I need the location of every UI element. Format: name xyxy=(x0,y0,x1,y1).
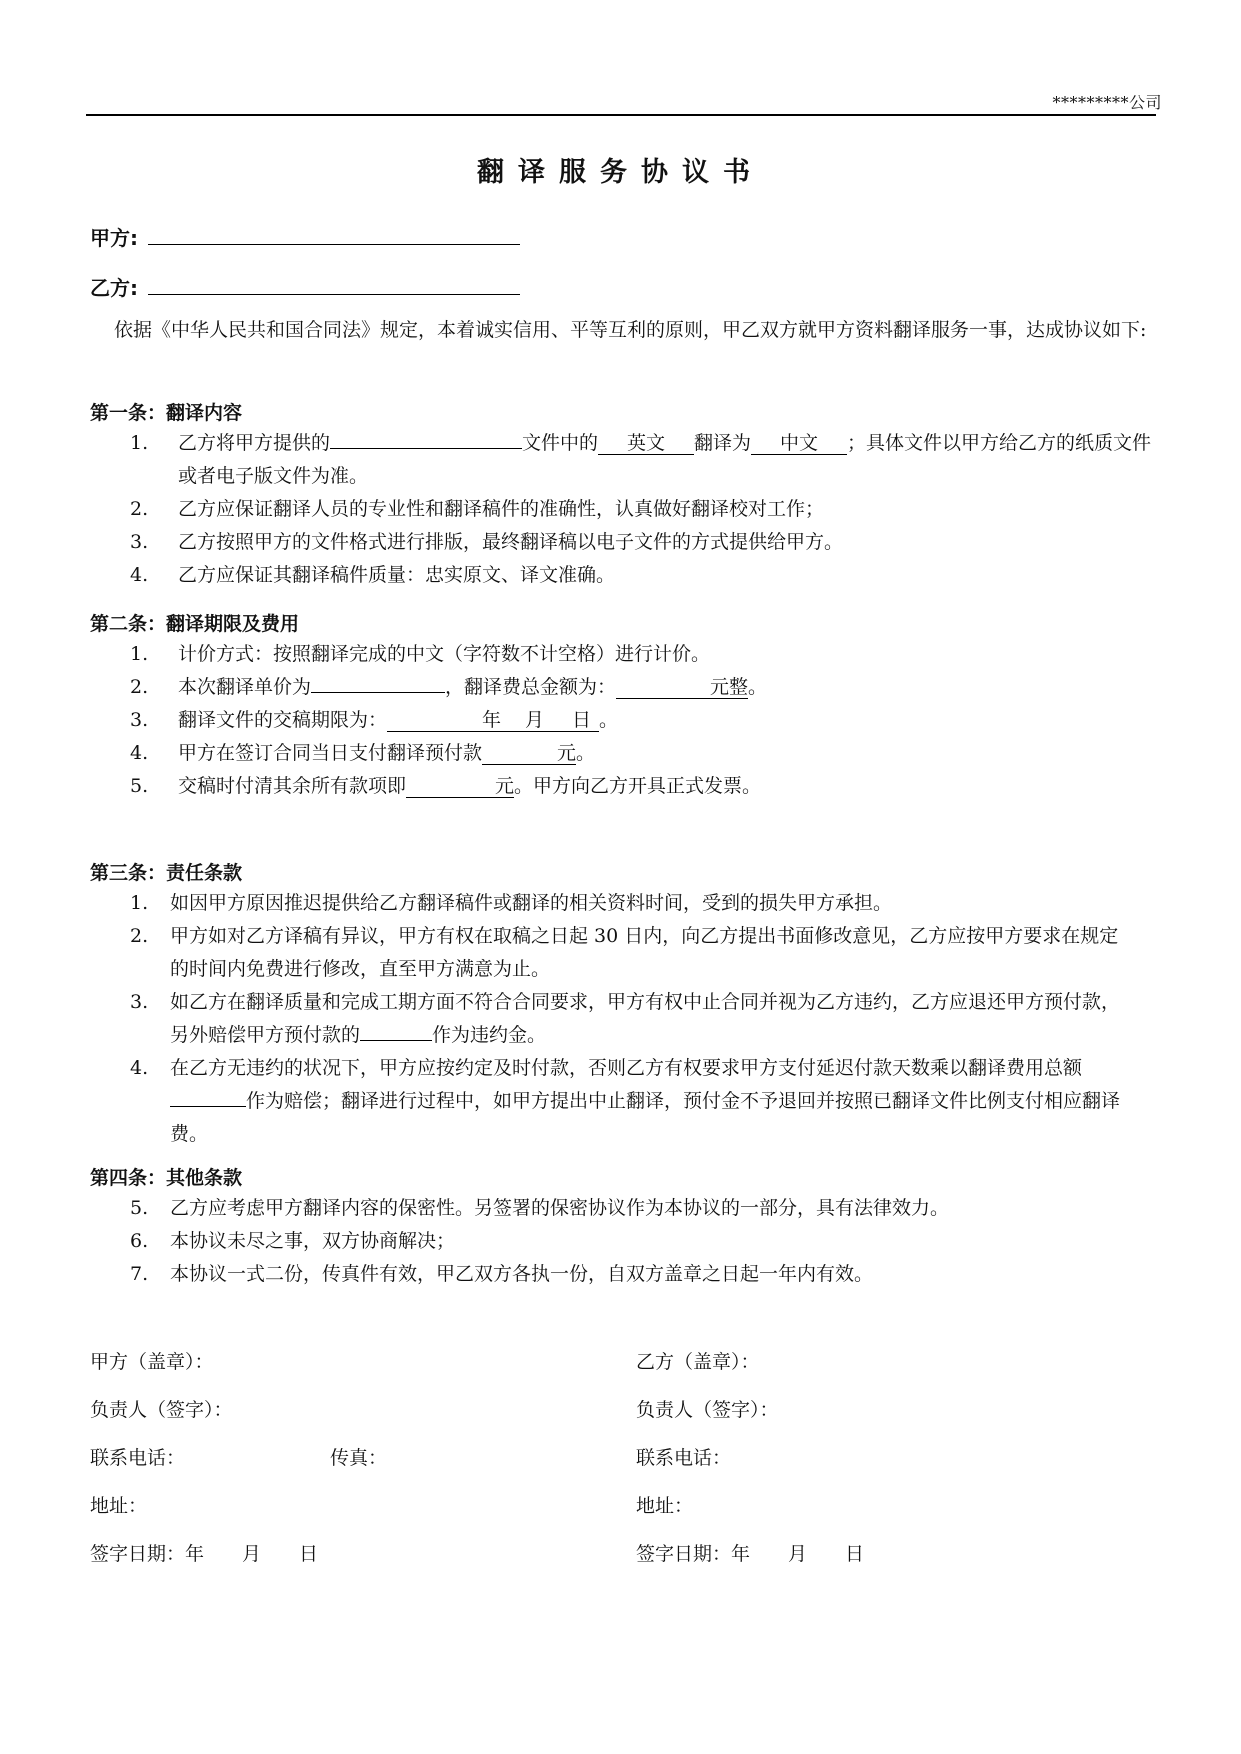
text-segment: 在乙方无违约的状况下，甲方应按约定及时付款，否则乙方有权要求甲方支付延迟付款天数乘以翻译费用总额 xyxy=(170,1057,1083,1079)
party-a-signer-label: 负责人（签字）： xyxy=(90,1399,233,1421)
document-title: 翻译服务协议书 xyxy=(477,157,764,188)
article2-item5 xyxy=(130,770,1160,803)
article2-item1 xyxy=(130,638,1160,671)
article3-heading: 第三条：责任条款 xyxy=(90,862,243,884)
text-segment: 作为赔偿；翻译进行过程中，如甲方提出中止翻译，预付金不予退回并按照已翻译文件比例支付相应翻译费。 xyxy=(170,1090,1121,1145)
party-b-line xyxy=(90,272,520,301)
text-segment: ；具体文件以甲方给乙方的纸质文件或者电子版文件为准。 xyxy=(178,432,1152,487)
item-number: 5. xyxy=(130,775,149,797)
item-text xyxy=(178,671,1160,704)
party-b-date-label: 签字日期：年 月 日 xyxy=(636,1543,865,1565)
text-segment: ，翻译费总金额为： xyxy=(445,676,617,698)
text-segment: 。 xyxy=(576,742,596,764)
party-a-label: 甲方: xyxy=(90,226,138,250)
currency-unit: 元 xyxy=(495,775,515,797)
party-b-address-label: 地址： xyxy=(636,1495,694,1517)
target-language: 中文 xyxy=(751,432,847,455)
item-number: 1. xyxy=(130,432,149,454)
unit-price-blank[interactable] xyxy=(311,692,445,693)
header-rule xyxy=(86,114,1156,116)
balance-blank[interactable] xyxy=(406,775,514,798)
article3-item3 xyxy=(130,986,1130,1052)
party-a-date-label: 签字日期：年 月 日 xyxy=(90,1543,319,1565)
item-number: 4. xyxy=(130,564,149,586)
text-segment: 翻译文件的交稿期限为： xyxy=(178,709,388,731)
item-number: 3. xyxy=(130,709,149,731)
item-text xyxy=(178,704,1160,737)
party-a-blank[interactable] xyxy=(148,224,520,245)
month-label: 月 xyxy=(524,709,544,731)
text-segment: 。 xyxy=(748,676,768,698)
article1-heading: 第一条：翻译内容 xyxy=(90,402,243,424)
party-b-label: 乙方: xyxy=(90,276,138,300)
item-number: 1. xyxy=(130,643,149,665)
day-label: 日 xyxy=(572,709,592,731)
text-segment: 。 xyxy=(599,709,619,731)
source-file-blank[interactable] xyxy=(330,448,522,449)
article4-item7 xyxy=(130,1258,1160,1291)
item-text xyxy=(170,1052,1130,1151)
item-text: 乙方应考虑甲方翻译内容的保密性。另签署的保密协议作为本协议的一部分，具有法律效力。 xyxy=(170,1197,950,1219)
penalty-ratio-blank[interactable] xyxy=(360,1040,432,1041)
article3-item4 xyxy=(130,1052,1130,1151)
party-b-signer-label: 负责人（签字）： xyxy=(636,1399,779,1421)
party-b-blank[interactable] xyxy=(148,274,520,295)
preamble: 依据《中华人民共和国合同法》规定，本着诚实信用、平等互利的原则，甲乙双方就甲方资料翻译服务一事，达成协议如下: xyxy=(114,319,1147,341)
article2-heading: 第二条：翻译期限及费用 xyxy=(90,613,300,635)
article4-item6 xyxy=(130,1225,1160,1258)
text-segment: 本次翻译单价为 xyxy=(178,676,312,698)
party-a-fax-label: 传真： xyxy=(330,1447,388,1469)
party-b-phone-label: 联系电话： xyxy=(636,1447,732,1469)
item-number: 3. xyxy=(130,991,149,1013)
text-segment: 甲方在签订合同当日支付翻译预付款 xyxy=(178,742,483,764)
item-number: 2. xyxy=(130,925,149,947)
item-text xyxy=(170,986,1130,1052)
party-a-phone-label: 联系电话： xyxy=(90,1447,186,1469)
text-segment: 作为违约金。 xyxy=(432,1024,547,1046)
article1-item2 xyxy=(130,493,1160,526)
text-segment: 交稿时付清其余所有款项即 xyxy=(178,775,407,797)
article2-item2 xyxy=(130,671,1160,704)
item-text xyxy=(178,737,1160,770)
text-segment: 乙方将甲方提供的 xyxy=(178,432,331,454)
item-text: 乙方应保证翻译人员的专业性和翻译稿件的准确性，认真做好翻译校对工作； xyxy=(178,498,825,520)
text-segment: 如乙方在翻译质量和完成工期方面不符合合同要求，甲方有权中止合同并视为乙方违约，乙方应退还甲方预付款，另外赔偿甲方预付款的 xyxy=(170,991,1121,1046)
item-text xyxy=(178,427,1160,493)
compensation-ratio-blank[interactable] xyxy=(170,1106,246,1107)
item-number: 2. xyxy=(130,498,149,520)
total-amount-blank[interactable] xyxy=(616,676,748,699)
article2-item4 xyxy=(130,737,1160,770)
party-b-seal-label: 乙方（盖章）： xyxy=(636,1351,760,1373)
party-a-seal-label: 甲方（盖章）： xyxy=(90,1351,214,1373)
party-a-line xyxy=(90,222,520,251)
party-a-address-label: 地址： xyxy=(90,1495,148,1517)
article1-item3 xyxy=(130,526,1160,559)
item-number: 2. xyxy=(130,676,149,698)
item-text: 如因甲方原因推迟提供给乙方翻译稿件或翻译的相关资料时间，受到的损失甲方承担。 xyxy=(170,892,893,914)
item-number: 5. xyxy=(130,1197,149,1219)
article3-item1 xyxy=(130,887,1160,920)
deadline-date-blank[interactable] xyxy=(387,709,599,732)
currency-unit: 元 xyxy=(557,742,577,764)
text-segment: 。甲方向乙方开具正式发票。 xyxy=(514,775,762,797)
item-text: 乙方按照甲方的文件格式进行排版，最终翻译稿以电子文件的方式提供给甲方。 xyxy=(178,531,844,553)
item-text: 本协议一式二份，传真件有效，甲乙双方各执一份，自双方盖章之日起一年内有效。 xyxy=(170,1263,874,1285)
article1-item1 xyxy=(130,427,1160,493)
item-number: 4. xyxy=(130,742,149,764)
item-number: 4. xyxy=(130,1057,149,1079)
item-number: 1. xyxy=(130,892,149,914)
item-text: 本协议未尽之事，双方协商解决； xyxy=(170,1230,456,1252)
item-text xyxy=(178,770,1160,803)
prepayment-blank[interactable] xyxy=(482,742,576,765)
text-segment: 文件中的 xyxy=(522,432,599,454)
article2-item3 xyxy=(130,704,1160,737)
text-segment: 翻译为 xyxy=(694,432,752,454)
item-number: 7. xyxy=(130,1263,149,1285)
item-text: 乙方应保证其翻译稿件质量：忠实原文、译文准确。 xyxy=(178,564,616,586)
currency-unit: 元整 xyxy=(710,676,749,698)
source-language: 英文 xyxy=(598,432,694,455)
article3-item2 xyxy=(130,920,1130,986)
header-company-name: *********公司 xyxy=(1052,93,1162,112)
item-number: 3. xyxy=(130,531,149,553)
item-number: 6. xyxy=(130,1230,149,1252)
article1-item4 xyxy=(130,559,1160,592)
item-text: 计价方式：按照翻译完成的中文（字符数不计空格）进行计价。 xyxy=(178,643,711,665)
year-label: 年 xyxy=(481,709,501,731)
article4-item5 xyxy=(130,1192,1160,1225)
item-text: 甲方如对乙方译稿有异议，甲方有权在取稿之日起 30 日内，向乙方提出书面修改意见，乙方应按甲方要求在规定的时间内免费进行修改，直至甲方满意为止。 xyxy=(170,925,1119,980)
article4-heading: 第四条：其他条款 xyxy=(90,1167,243,1189)
